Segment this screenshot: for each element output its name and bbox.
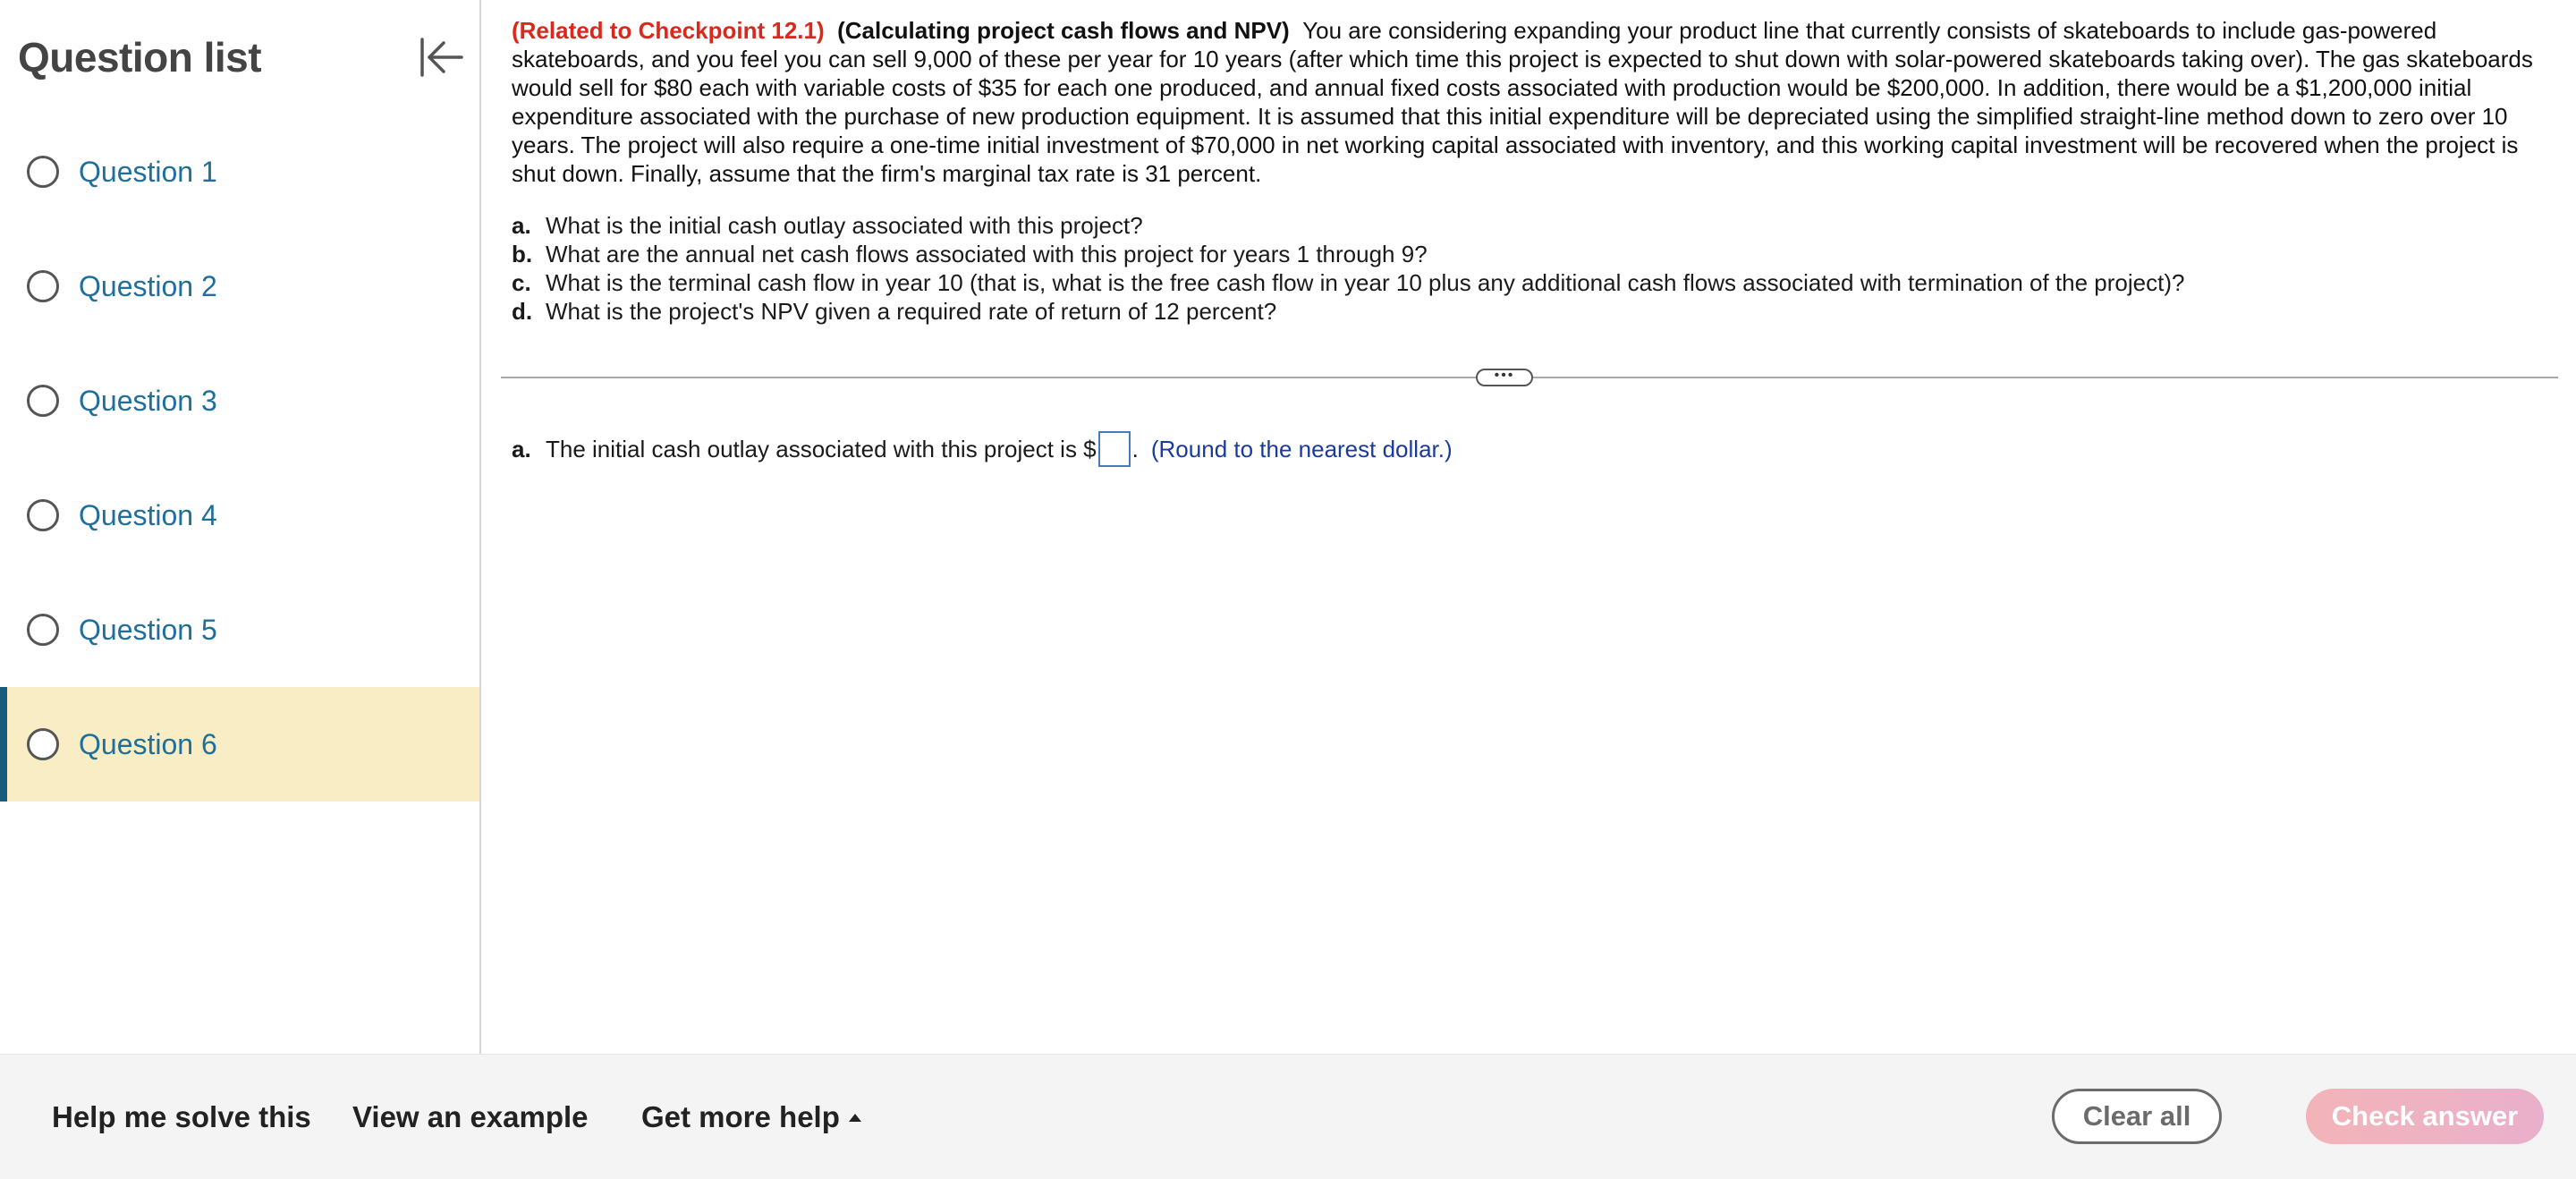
answer-letter: a. xyxy=(512,436,531,462)
checkpoint-reference: (Related to Checkpoint 12.1) xyxy=(512,17,825,44)
question-list xyxy=(0,115,479,802)
status-circle-icon xyxy=(27,499,59,531)
caret-up-icon xyxy=(849,1114,861,1122)
question-item-1[interactable] xyxy=(0,115,479,229)
question-list-sidebar xyxy=(0,0,481,1054)
collapse-sidebar-button[interactable] xyxy=(417,34,467,81)
problem-statement xyxy=(512,16,2542,188)
sidebar-title: Question list xyxy=(18,34,262,81)
rounding-hint: (Round to the nearest dollar.) xyxy=(1150,436,1453,462)
footer-toolbar xyxy=(0,1054,2576,1179)
part-a xyxy=(512,211,2542,240)
view-example-button[interactable]: View an example xyxy=(352,1100,589,1133)
answer-input[interactable] xyxy=(1098,431,1131,467)
question-label: Question 1 xyxy=(79,156,217,188)
collapse-left-icon xyxy=(417,34,467,81)
question-label: Question 3 xyxy=(79,385,217,417)
problem-topic: (Calculating project cash flows and NPV) xyxy=(837,17,1290,44)
status-circle-icon xyxy=(27,614,59,646)
answer-suffix: . xyxy=(1131,436,1139,462)
part-text: What are the annual net cash flows associated with this project for years 1 through 9? xyxy=(546,241,1428,267)
question-item-2[interactable] xyxy=(0,229,479,344)
clear-all-button[interactable]: Clear all xyxy=(2052,1089,2222,1144)
status-circle-icon xyxy=(27,728,59,760)
question-label: Question 5 xyxy=(79,614,217,646)
problem-body: You are considering expanding your product line that currently consists of skateboards to include gas-powered skateboards, and you feel you can sell 9,000 of these per year for 10 years (after which time this project is expected to shut down with solar-powered skateboards taking over). The gas skateboards would sell for $80 each with variable costs of $35 for each one produced, and annual fixed costs associated with production would be $200,000. In addition, there would be a $1,200,000 initial expenditure associated with the purchase of new production equipment. It is assumed that this initial expenditure will be depreciated using the simplified straight-line method down to zero over 10 years. The project will also require a one-time initial investment of $70,000 in net working capital associated with inventory, and this working capital investment will be recovered when the project is shut down. Finally, assume that the firm's marginal tax rate is 31 percent. xyxy=(512,17,2533,187)
part-c xyxy=(512,268,2542,297)
question-item-6[interactable] xyxy=(0,687,479,802)
part-b xyxy=(512,240,2542,268)
part-letter: c. xyxy=(512,269,531,296)
answer-prefix: The initial cash outlay associated with this project is $ xyxy=(546,436,1097,462)
answer-row xyxy=(512,431,1453,467)
help-me-solve-button[interactable]: Help me solve this xyxy=(52,1100,311,1133)
status-circle-icon xyxy=(27,270,59,302)
part-letter: b. xyxy=(512,241,533,267)
question-content xyxy=(501,0,2558,1054)
get-more-help-button[interactable] xyxy=(641,1098,861,1137)
status-circle-icon xyxy=(27,385,59,417)
part-text: What is the project's NPV given a required rate of return of 12 percent? xyxy=(546,298,1277,325)
check-answer-button[interactable]: Check answer xyxy=(2306,1089,2544,1144)
question-item-4[interactable] xyxy=(0,458,479,573)
question-label: Question 4 xyxy=(79,499,217,531)
question-label: Question 2 xyxy=(79,270,217,302)
question-label: Question 6 xyxy=(79,728,217,760)
part-text: What is the initial cash outlay associated with this project? xyxy=(546,212,1143,239)
question-item-5[interactable] xyxy=(0,573,479,687)
question-item-3[interactable] xyxy=(0,344,479,458)
status-circle-icon xyxy=(27,156,59,188)
question-parts xyxy=(512,211,2542,326)
get-more-help-label: Get more help xyxy=(641,1100,840,1133)
sidebar-header xyxy=(18,32,465,82)
expand-divider-button[interactable]: ••• xyxy=(1476,369,1533,386)
part-letter: a. xyxy=(512,212,531,239)
part-letter: d. xyxy=(512,298,533,325)
part-d xyxy=(512,297,2542,326)
part-text: What is the terminal cash flow in year 10 (that is, what is the free cash flow in year 10 plus any additional cash flows associated with termination of the project)? xyxy=(546,269,2185,296)
